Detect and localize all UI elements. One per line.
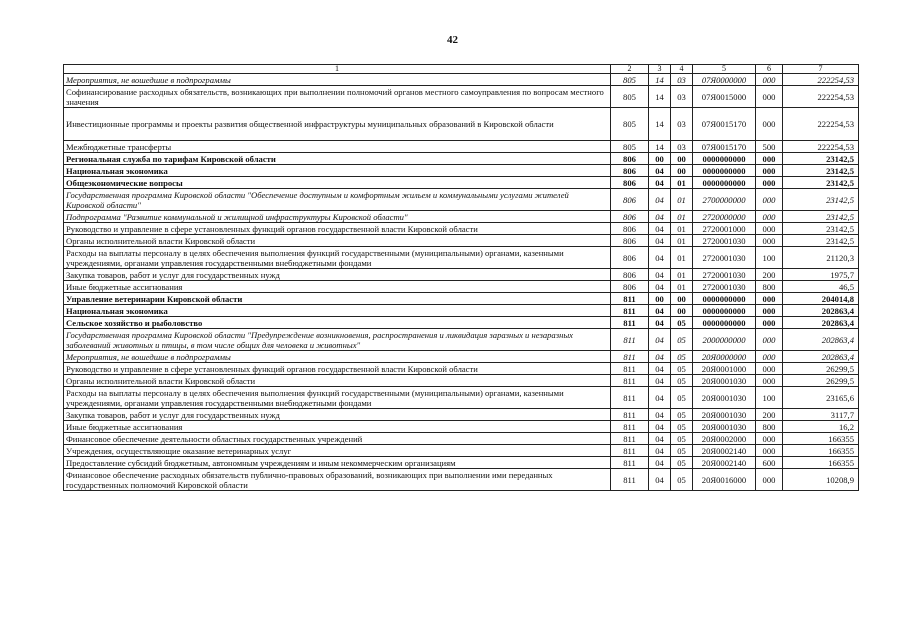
table-row xyxy=(64,293,859,305)
expense-type-cell: 200 xyxy=(756,409,783,421)
subsection-code-cell: 05 xyxy=(671,317,693,329)
expense-type-cell: 000 xyxy=(756,165,783,177)
expense-type-cell: 600 xyxy=(756,457,783,469)
section-code-cell: 00 xyxy=(649,293,671,305)
amount-cell: 23142,5 xyxy=(783,223,859,235)
subsection-code-cell: 05 xyxy=(671,329,693,351)
ministry-code-cell: 811 xyxy=(611,433,649,445)
table-row xyxy=(64,74,859,86)
subsection-code-cell: 05 xyxy=(671,433,693,445)
table-row xyxy=(64,409,859,421)
section-code-cell: 14 xyxy=(649,108,671,141)
amount-cell: 222254,53 xyxy=(783,141,859,153)
expense-type-cell: 000 xyxy=(756,235,783,247)
target-article-cell: 2720000000 xyxy=(693,211,756,223)
subsection-code-cell: 03 xyxy=(671,141,693,153)
row-name-cell: Общеэкономические вопросы xyxy=(64,177,611,189)
section-code-cell: 04 xyxy=(649,247,671,269)
table-row xyxy=(64,421,859,433)
row-name-cell: Расходы на выплаты персоналу в целях обеспечения выполнения функций государственными (муниципальными) органами, казенными учреждениями, органами управления государственными внебюджетными фондами xyxy=(64,387,611,409)
ministry-code-cell: 805 xyxy=(611,86,649,108)
table-row xyxy=(64,281,859,293)
row-name-cell: Национальная экономика xyxy=(64,165,611,177)
table-row xyxy=(64,329,859,351)
ministry-code-cell: 806 xyxy=(611,153,649,165)
subsection-code-cell: 01 xyxy=(671,189,693,211)
row-name-cell: Иные бюджетные ассигнования xyxy=(64,281,611,293)
table-row xyxy=(64,165,859,177)
ministry-code-cell: 811 xyxy=(611,457,649,469)
header-cell: 2 xyxy=(611,65,649,74)
header-cell: 3 xyxy=(649,65,671,74)
table-row xyxy=(64,469,859,491)
ministry-code-cell: 805 xyxy=(611,74,649,86)
amount-cell: 23142,5 xyxy=(783,235,859,247)
target-article-cell: 07Я0000000 xyxy=(693,74,756,86)
amount-cell: 23142,5 xyxy=(783,211,859,223)
section-code-cell: 04 xyxy=(649,189,671,211)
section-code-cell: 14 xyxy=(649,141,671,153)
target-article-cell: 20Я0001030 xyxy=(693,409,756,421)
row-name-cell: Органы исполнительной власти Кировской области xyxy=(64,375,611,387)
section-code-cell: 04 xyxy=(649,445,671,457)
subsection-code-cell: 01 xyxy=(671,211,693,223)
amount-cell: 23142,5 xyxy=(783,189,859,211)
target-article-cell: 2720001030 xyxy=(693,235,756,247)
section-code-cell: 04 xyxy=(649,363,671,375)
table-row xyxy=(64,363,859,375)
amount-cell: 23165,6 xyxy=(783,387,859,409)
amount-cell: 10208,9 xyxy=(783,469,859,491)
target-article-cell: 2720001030 xyxy=(693,281,756,293)
header-cell: 1 xyxy=(64,65,611,74)
section-code-cell: 04 xyxy=(649,235,671,247)
subsection-code-cell: 00 xyxy=(671,153,693,165)
subsection-code-cell: 01 xyxy=(671,281,693,293)
target-article-cell: 2720001030 xyxy=(693,269,756,281)
target-article-cell: 2000000000 xyxy=(693,329,756,351)
ministry-code-cell: 811 xyxy=(611,469,649,491)
row-name-cell: Подпрограмма "Развитие коммунальной и жилищной инфраструктуры Кировской области" xyxy=(64,211,611,223)
amount-cell: 202863,4 xyxy=(783,329,859,351)
ministry-code-cell: 811 xyxy=(611,445,649,457)
row-name-cell: Государственная программа Кировской области "Предупреждение возникновения, распространения и ликвидация заразных и незаразных заболеваний животных и птицы, в том числе общих для человека и животных" xyxy=(64,329,611,351)
expense-type-cell: 000 xyxy=(756,363,783,375)
table-row xyxy=(64,235,859,247)
section-code-cell: 04 xyxy=(649,421,671,433)
section-code-cell: 04 xyxy=(649,305,671,317)
expense-type-cell: 000 xyxy=(756,469,783,491)
subsection-code-cell: 01 xyxy=(671,177,693,189)
row-name-cell: Национальная экономика xyxy=(64,305,611,317)
ministry-code-cell: 811 xyxy=(611,409,649,421)
expense-type-cell: 000 xyxy=(756,351,783,363)
amount-cell: 16,2 xyxy=(783,421,859,433)
expense-type-cell: 100 xyxy=(756,387,783,409)
amount-cell: 202863,4 xyxy=(783,305,859,317)
row-name-cell: Предоставление субсидий бюджетным, автономным учреждениям и иным некоммерческим организациям xyxy=(64,457,611,469)
ministry-code-cell: 811 xyxy=(611,375,649,387)
section-code-cell: 04 xyxy=(649,469,671,491)
table-header-row xyxy=(64,65,859,74)
subsection-code-cell: 05 xyxy=(671,387,693,409)
amount-cell: 202863,4 xyxy=(783,317,859,329)
amount-cell: 222254,53 xyxy=(783,86,859,108)
ministry-code-cell: 811 xyxy=(611,293,649,305)
expense-type-cell: 000 xyxy=(756,293,783,305)
row-name-cell: Межбюджетные трансферты xyxy=(64,141,611,153)
subsection-code-cell: 01 xyxy=(671,235,693,247)
subsection-code-cell: 00 xyxy=(671,305,693,317)
ministry-code-cell: 811 xyxy=(611,305,649,317)
target-article-cell: 0000000000 xyxy=(693,165,756,177)
ministry-code-cell: 806 xyxy=(611,247,649,269)
target-article-cell: 07Я0015170 xyxy=(693,108,756,141)
section-code-cell: 14 xyxy=(649,74,671,86)
row-name-cell: Региональная служба по тарифам Кировской области xyxy=(64,153,611,165)
amount-cell: 1975,7 xyxy=(783,269,859,281)
amount-cell: 23142,5 xyxy=(783,165,859,177)
section-code-cell: 04 xyxy=(649,177,671,189)
row-name-cell: Софинансирование расходных обязательств, возникающих при выполнении полномочий органов местного самоуправления по вопросам местного значения xyxy=(64,86,611,108)
table-row xyxy=(64,177,859,189)
section-code-cell: 04 xyxy=(649,329,671,351)
target-article-cell: 20Я0001030 xyxy=(693,375,756,387)
expense-type-cell: 000 xyxy=(756,305,783,317)
row-name-cell: Руководство и управление в сфере установленных функций органов государственной власти Кировской области xyxy=(64,363,611,375)
header-cell: 6 xyxy=(756,65,783,74)
expense-type-cell: 000 xyxy=(756,317,783,329)
target-article-cell: 2700000000 xyxy=(693,189,756,211)
budget-table xyxy=(63,64,859,491)
section-code-cell: 04 xyxy=(649,351,671,363)
target-article-cell: 2720001000 xyxy=(693,223,756,235)
amount-cell: 202863,4 xyxy=(783,351,859,363)
table-row xyxy=(64,433,859,445)
amount-cell: 23142,5 xyxy=(783,153,859,165)
expense-type-cell: 000 xyxy=(756,211,783,223)
expense-type-cell: 000 xyxy=(756,329,783,351)
expense-type-cell: 000 xyxy=(756,177,783,189)
subsection-code-cell: 03 xyxy=(671,108,693,141)
amount-cell: 26299,5 xyxy=(783,375,859,387)
target-article-cell: 20Я0001030 xyxy=(693,387,756,409)
section-code-cell: 14 xyxy=(649,86,671,108)
row-name-cell: Мероприятия, не вошедшие в подпрограммы xyxy=(64,74,611,86)
section-code-cell: 04 xyxy=(649,409,671,421)
expense-type-cell: 000 xyxy=(756,74,783,86)
target-article-cell: 0000000000 xyxy=(693,305,756,317)
section-code-cell: 04 xyxy=(649,281,671,293)
section-code-cell: 04 xyxy=(649,269,671,281)
ministry-code-cell: 811 xyxy=(611,363,649,375)
ministry-code-cell: 811 xyxy=(611,317,649,329)
target-article-cell: 20Я0002000 xyxy=(693,433,756,445)
amount-cell: 222254,53 xyxy=(783,108,859,141)
subsection-code-cell: 00 xyxy=(671,293,693,305)
page-number: 42 xyxy=(447,34,458,46)
section-code-cell: 04 xyxy=(649,375,671,387)
expense-type-cell: 000 xyxy=(756,189,783,211)
target-article-cell: 20Я0002140 xyxy=(693,445,756,457)
amount-cell: 166355 xyxy=(783,433,859,445)
ministry-code-cell: 811 xyxy=(611,387,649,409)
target-article-cell: 20Я0000000 xyxy=(693,351,756,363)
table-row xyxy=(64,189,859,211)
amount-cell: 3117,7 xyxy=(783,409,859,421)
target-article-cell: 07Я0015000 xyxy=(693,86,756,108)
amount-cell: 21120,3 xyxy=(783,247,859,269)
section-code-cell: 04 xyxy=(649,457,671,469)
expense-type-cell: 000 xyxy=(756,223,783,235)
target-article-cell: 20Я0001000 xyxy=(693,363,756,375)
expense-type-cell: 800 xyxy=(756,421,783,433)
table-row xyxy=(64,86,859,108)
expense-type-cell: 200 xyxy=(756,269,783,281)
ministry-code-cell: 811 xyxy=(611,351,649,363)
subsection-code-cell: 01 xyxy=(671,247,693,269)
ministry-code-cell: 806 xyxy=(611,189,649,211)
target-article-cell: 0000000000 xyxy=(693,153,756,165)
ministry-code-cell: 805 xyxy=(611,108,649,141)
table-row xyxy=(64,153,859,165)
ministry-code-cell: 806 xyxy=(611,223,649,235)
expense-type-cell: 000 xyxy=(756,445,783,457)
section-code-cell: 04 xyxy=(649,223,671,235)
ministry-code-cell: 806 xyxy=(611,235,649,247)
header-cell: 5 xyxy=(693,65,756,74)
subsection-code-cell: 01 xyxy=(671,223,693,235)
ministry-code-cell: 811 xyxy=(611,329,649,351)
table-row xyxy=(64,387,859,409)
row-name-cell: Сельское хозяйство и рыболовство xyxy=(64,317,611,329)
subsection-code-cell: 05 xyxy=(671,421,693,433)
amount-cell: 166355 xyxy=(783,445,859,457)
ministry-code-cell: 805 xyxy=(611,141,649,153)
row-name-cell: Финансовое обеспечение деятельности областных государственных учреждений xyxy=(64,433,611,445)
row-name-cell: Иные бюджетные ассигнования xyxy=(64,421,611,433)
section-code-cell: 04 xyxy=(649,165,671,177)
target-article-cell: 0000000000 xyxy=(693,317,756,329)
amount-cell: 26299,5 xyxy=(783,363,859,375)
table-row xyxy=(64,445,859,457)
section-code-cell: 04 xyxy=(649,317,671,329)
table-row xyxy=(64,305,859,317)
expense-type-cell: 000 xyxy=(756,86,783,108)
table-row xyxy=(64,211,859,223)
subsection-code-cell: 05 xyxy=(671,363,693,375)
section-code-cell: 04 xyxy=(649,211,671,223)
row-name-cell: Государственная программа Кировской области "Обеспечение доступным и комфортным жильем и коммунальными услугами жителей Кировской области" xyxy=(64,189,611,211)
expense-type-cell: 000 xyxy=(756,153,783,165)
header-cell: 7 xyxy=(783,65,859,74)
amount-cell: 204014,8 xyxy=(783,293,859,305)
subsection-code-cell: 05 xyxy=(671,351,693,363)
row-name-cell: Учреждения, осуществляющие оказание ветеринарных услуг xyxy=(64,445,611,457)
expense-type-cell: 000 xyxy=(756,433,783,445)
row-name-cell: Расходы на выплаты персоналу в целях обеспечения выполнения функций государственными (муниципальными) органами, казенными учреждениями, органами управления государственными внебюджетными фондами xyxy=(64,247,611,269)
table-row xyxy=(64,223,859,235)
section-code-cell: 04 xyxy=(649,387,671,409)
expense-type-cell: 500 xyxy=(756,141,783,153)
target-article-cell: 20Я0016000 xyxy=(693,469,756,491)
row-name-cell: Органы исполнительной власти Кировской области xyxy=(64,235,611,247)
table-row xyxy=(64,351,859,363)
expense-type-cell: 100 xyxy=(756,247,783,269)
target-article-cell: 0000000000 xyxy=(693,293,756,305)
row-name-cell: Управление ветеринарии Кировской области xyxy=(64,293,611,305)
table-row xyxy=(64,247,859,269)
target-article-cell: 07Я0015170 xyxy=(693,141,756,153)
subsection-code-cell: 05 xyxy=(671,457,693,469)
ministry-code-cell: 811 xyxy=(611,421,649,433)
row-name-cell: Мероприятия, не вошедшие в подпрограммы xyxy=(64,351,611,363)
row-name-cell: Закупка товаров, работ и услуг для государственных нужд xyxy=(64,269,611,281)
ministry-code-cell: 806 xyxy=(611,165,649,177)
table-row xyxy=(64,141,859,153)
subsection-code-cell: 03 xyxy=(671,86,693,108)
table-row xyxy=(64,108,859,141)
expense-type-cell: 000 xyxy=(756,108,783,141)
ministry-code-cell: 806 xyxy=(611,269,649,281)
amount-cell: 46,5 xyxy=(783,281,859,293)
table-row xyxy=(64,317,859,329)
ministry-code-cell: 806 xyxy=(611,211,649,223)
amount-cell: 23142,5 xyxy=(783,177,859,189)
subsection-code-cell: 05 xyxy=(671,375,693,387)
section-code-cell: 00 xyxy=(649,153,671,165)
header-cell: 4 xyxy=(671,65,693,74)
row-name-cell: Закупка товаров, работ и услуг для государственных нужд xyxy=(64,409,611,421)
row-name-cell: Инвестиционные программы и проекты развития общественной инфраструктуры муниципальных образований в Кировской области xyxy=(64,108,611,141)
table-row xyxy=(64,457,859,469)
target-article-cell: 0000000000 xyxy=(693,177,756,189)
target-article-cell: 20Я0002140 xyxy=(693,457,756,469)
amount-cell: 222254,53 xyxy=(783,74,859,86)
target-article-cell: 2720001030 xyxy=(693,247,756,269)
subsection-code-cell: 03 xyxy=(671,74,693,86)
table-row xyxy=(64,269,859,281)
row-name-cell: Руководство и управление в сфере установленных функций органов государственной власти Кировской области xyxy=(64,223,611,235)
ministry-code-cell: 806 xyxy=(611,177,649,189)
subsection-code-cell: 00 xyxy=(671,165,693,177)
ministry-code-cell: 806 xyxy=(611,281,649,293)
target-article-cell: 20Я0001030 xyxy=(693,421,756,433)
expense-type-cell: 000 xyxy=(756,375,783,387)
subsection-code-cell: 01 xyxy=(671,269,693,281)
expense-type-cell: 800 xyxy=(756,281,783,293)
section-code-cell: 04 xyxy=(649,433,671,445)
amount-cell: 166355 xyxy=(783,457,859,469)
subsection-code-cell: 05 xyxy=(671,445,693,457)
table-row xyxy=(64,375,859,387)
subsection-code-cell: 05 xyxy=(671,409,693,421)
subsection-code-cell: 05 xyxy=(671,469,693,491)
row-name-cell: Финансовое обеспечение расходных обязательств публично-правовых образований, возникающих при выполнении ими переданных государственных полномочий Кировской области xyxy=(64,469,611,491)
